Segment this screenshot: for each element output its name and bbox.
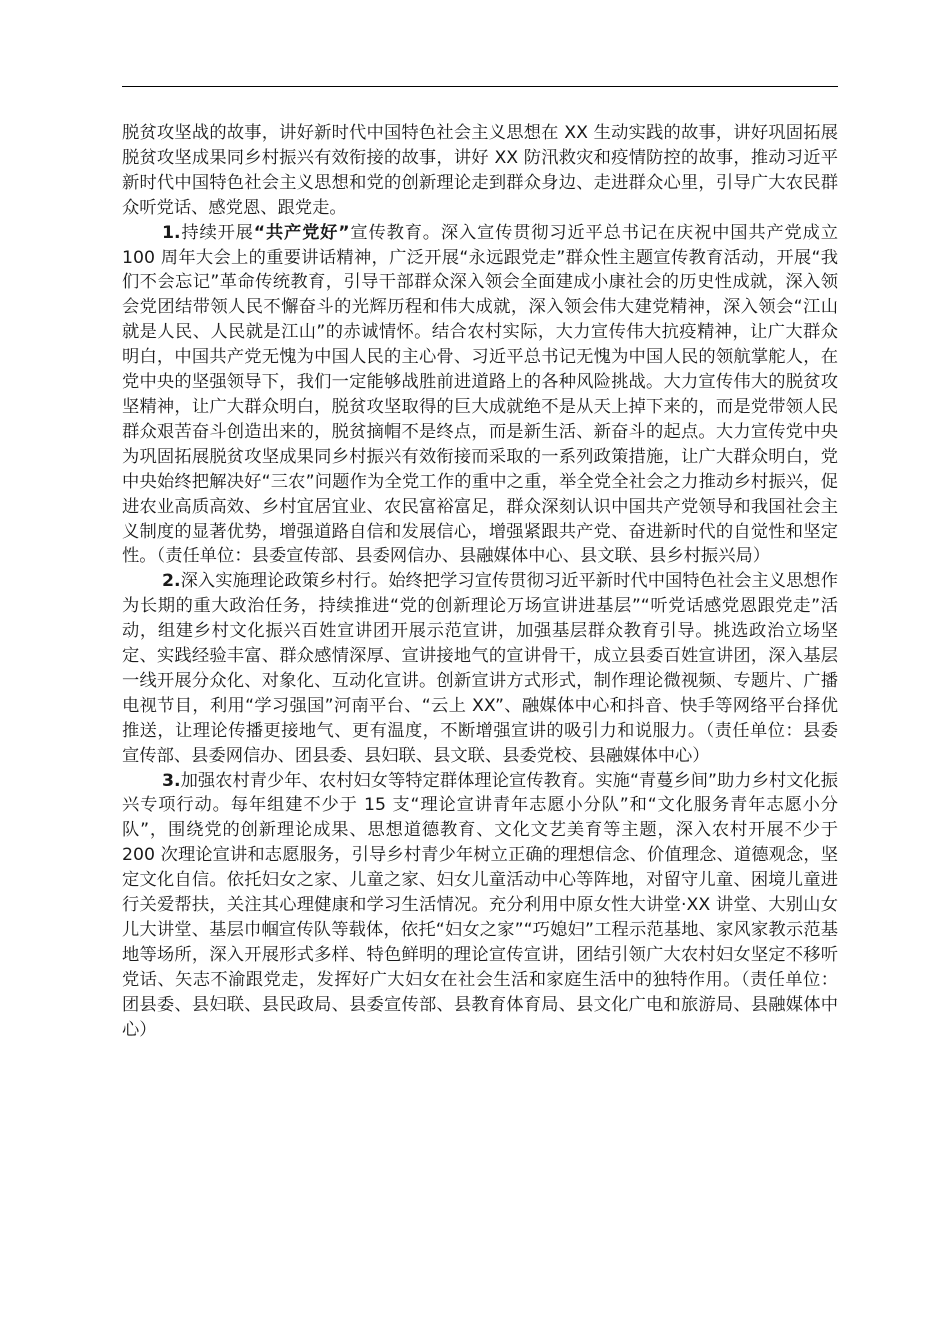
- document-body: [122, 121, 838, 1043]
- section-3-body: 加强农村青少年、农村妇女等特定群体理论宣传教育。实施“青蔓乡间”助力乡村文化振兴专项行动。每年组建不少于 15 支“理论宣讲青年志愿小分队”和“文化服务青年志愿小分队”，围绕党的创新理论成果、思想道德教育、文化文艺美育等主题，深入农村开展不少于 200 次理论宣讲和志愿服务，引导乡村青少年树立正确的理想信念、价值理念、道德观念，坚定文化自信。依托妇女之家、儿童之家、妇女儿童活动中心等阵地，对留守儿童、困境儿童进行关爱帮扶，关注其心理健康和学习生活情况。充分利用中原女性大讲堂·XX 讲堂、大别山女儿大讲堂、基层巾帼宣传队等载体，依托“妇女之家”“巧媳妇”工程示范基地、家风家教示范基地等场所，深入开展形式多样、特色鲜明的理论宣传宣讲，团结引领广大农村妇女坚定不移听党话、矢志不渝跟党走，发挥好广大妇女在社会生活和家庭生活中的独特作用。（责任单位：团县委、县妇联、县民政局、县委宣传部、县教育体育局、县文化广电和旅游局、县融媒体中心）: [122, 770, 838, 1040]
- section-3-paragraph: [122, 769, 838, 1043]
- intro-paragraph: 脱贫攻坚战的故事，讲好新时代中国特色社会主义思想在 XX 生动实践的故事，讲好巩固拓展脱贫攻坚成果同乡村振兴有效衔接的故事，讲好 XX 防汛救灾和疫情防控的故事，推动习近平新时代中国特色社会主义思想和党的创新理论走到群众身边、走进群众心里，引导广大农民群众听党话、感党恩、跟党走。: [122, 123, 838, 218]
- section-3-number: 3.: [162, 770, 181, 791]
- section-1-lead: 持续开展: [180, 222, 254, 243]
- section-2-paragraph: [122, 569, 838, 768]
- header-rule: [122, 86, 838, 87]
- section-1-number: 1.: [162, 222, 181, 243]
- section-1-paragraph: [122, 221, 838, 570]
- section-2-number: 2.: [162, 571, 181, 592]
- section-2-body: 深入实施理论政策乡村行。始终把学习宣传贯彻习近平新时代中国特色社会主义思想作为长期的重大政治任务，持续推进“党的创新理论万场宣讲进基层”“听党话感党恩跟党走”活动，组建乡村文化振兴百姓宣讲团开展示范宣讲，加强基层群众教育引导。挑选政治立场坚定、实践经验丰富、群众感情深厚、宣讲接地气的宣讲骨干，成立县委百姓宣讲团，深入基层一线开展分众化、对象化、互动化宣讲。创新宣讲方式形式，制作理论微视频、专题片、广播电视节目，利用“学习强国”河南平台、“云上 XX”、融媒体中心和抖音、快手等网络平台择优推送，让理论传播更接地气、更有温度，不断增强宣讲的吸引力和说服力。（责任单位：县委宣传部、县委网信办、团县委、县妇联、县文联、县委党校、县融媒体中心）: [122, 571, 838, 766]
- section-1-lead-bold: “共产党好”: [253, 222, 350, 243]
- section-1-body: 宣传教育。深入宣传贯彻习近平总书记在庆祝中国共产党成立 100 周年大会上的重要讲话精神，广泛开展“永远跟党走”群众性主题宣传教育活动，开展“我们不会忘记”革命传统教育，引导干部群众深入领会全面建成小康社会的历史性成就，深入领会党团结带领人民不懈奋斗的光辉历程和伟大成就，深入领会伟大建党精神，深入领会“江山就是人民、人民就是江山”的赤诚情怀。结合农村实际，大力宣传伟大抗疫精神，让广大群众明白，中国共产党无愧为中国人民的主心骨、习近平总书记无愧为中国人民的领航掌舵人，在党中央的坚强领导下，我们一定能够战胜前进道路上的各种风险挑战。大力宣传伟大的脱贫攻坚精神，让广大群众明白，脱贫攻坚取得的巨大成就绝不是从天上掉下来的，而是党带领人民群众艰苦奋斗创造出来的，脱贫摘帽不是终点，而是新生活、新奋斗的起点。大力宣传党中央为巩固拓展脱贫攻坚成果同乡村振兴有效衔接而采取的一系列政策措施，让广大群众明白，党中央始终把解决好“三农”问题作为全党工作的重中之重，举全党全社会之力推动乡村振兴，促进农业高质高效、乡村宜居宜业、农民富裕富足，群众深刻认识中国共产党领导和我国社会主义制度的显著优势，增强道路自信和发展信心，增强紧跟共产党、奋进新时代的自觉性和坚定性。（责任单位：县委宣传部、县委网信办、县融媒体中心、县文联、县乡村振兴局）: [122, 222, 838, 567]
